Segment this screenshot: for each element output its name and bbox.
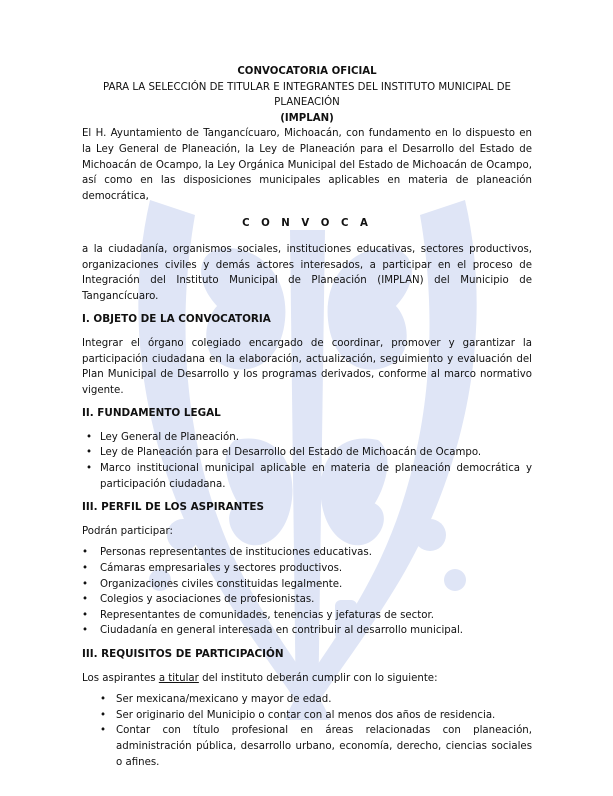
- list-item: • Representantes de comunidades, tenencias y jefaturas de sector.: [82, 608, 532, 624]
- convoca-paragraph: a la ciudadanía, organismos sociales, instituciones educativas, sectores productivos, organizaciones civiles y demás actores interesados, a participar en el proceso de Integración del Instituto Municipal de Planeación (IMPLAN) del Municipio de Tangancícuaro.: [82, 243, 532, 302]
- list-item: • Cámaras empresariales y sectores productivos.: [82, 561, 532, 577]
- list-item: • Organizaciones civiles constituidas legalmente.: [82, 577, 532, 593]
- section-perfil-heading: III. PERFIL DE LOS ASPIRANTES: [82, 501, 265, 514]
- list-item: • Ser originario del Municipio o contar con al menos dos años de residencia.: [82, 708, 532, 724]
- requisitos-lead-underlined: a titular: [158, 672, 199, 684]
- perfil-list: [82, 545, 532, 639]
- section-fundamento-heading: II. FUNDAMENTO LEGAL: [82, 407, 221, 420]
- list-item: • Colegios y asociaciones de profesionistas.: [82, 592, 532, 608]
- convoca-heading: C O N V O C A: [242, 218, 372, 230]
- list-item: • Personas representantes de instituciones educativas.: [82, 545, 532, 561]
- doc-acronym: (IMPLAN): [280, 112, 334, 124]
- list-item: • Marco institucional municipal aplicable en materia de planeación democrática y participación ciudadana.: [82, 461, 532, 492]
- section-objeto-heading: I. OBJETO DE LA CONVOCATORIA: [82, 313, 271, 326]
- doc-subtitle: PARA LA SELECCIÓN DE TITULAR E INTEGRANTES DEL INSTITUTO MUNICIPAL DE PLANEACIÓN: [103, 81, 511, 109]
- document-body: [82, 64, 532, 770]
- list-item: • Ciudadanía en general interesada en contribuir al desarrollo municipal.: [82, 623, 532, 639]
- list-item: • Ley General de Planeación.: [82, 430, 532, 446]
- requisitos-lead-end: del instituto deberán cumplir con lo siguiente:: [198, 672, 438, 684]
- requisitos-lead: [82, 671, 532, 687]
- requisitos-list: [82, 692, 532, 770]
- perfil-lead: Podrán participar:: [82, 525, 173, 537]
- section-requisitos-heading: III. REQUISITOS DE PARTICIPACIÓN: [82, 648, 284, 660]
- fundamento-list: [82, 430, 532, 492]
- list-item: • Ser mexicana/mexicano y mayor de edad.: [82, 692, 532, 708]
- list-item: • Ley de Planeación para el Desarrollo del Estado de Michoacán de Ocampo.: [82, 445, 532, 461]
- section-objeto-text: Integrar el órgano colegiado encargado de coordinar, promover y garantizar la participación ciudadana en la elaboración, actualización, seguimiento y evaluación del Plan Municipal de Desarrollo y los programas derivados, conforme al marco normativo vigente.: [82, 337, 532, 396]
- doc-title: CONVOCATORIA OFICIAL: [237, 66, 377, 77]
- intro-paragraph: El H. Ayuntamiento de Tangancícuaro, Michoacán, con fundamento en lo dispuesto en la Ley General de Planeación, la Ley de Planeación para el Desarrollo del Estado de Michoacán de Ocampo, la Ley Orgánica Municipal del Estado de Michoacán de Ocampo, así como en las disposiciones municipales aplicables en materia de planeación democrática,: [82, 128, 532, 202]
- list-item: • Contar con título profesional en áreas relacionadas con planeación, administración pública, desarrollo urbano, economía, derecho, ciencias sociales o afines.: [82, 723, 532, 770]
- requisitos-lead-start: Los aspirantes: [82, 672, 159, 684]
